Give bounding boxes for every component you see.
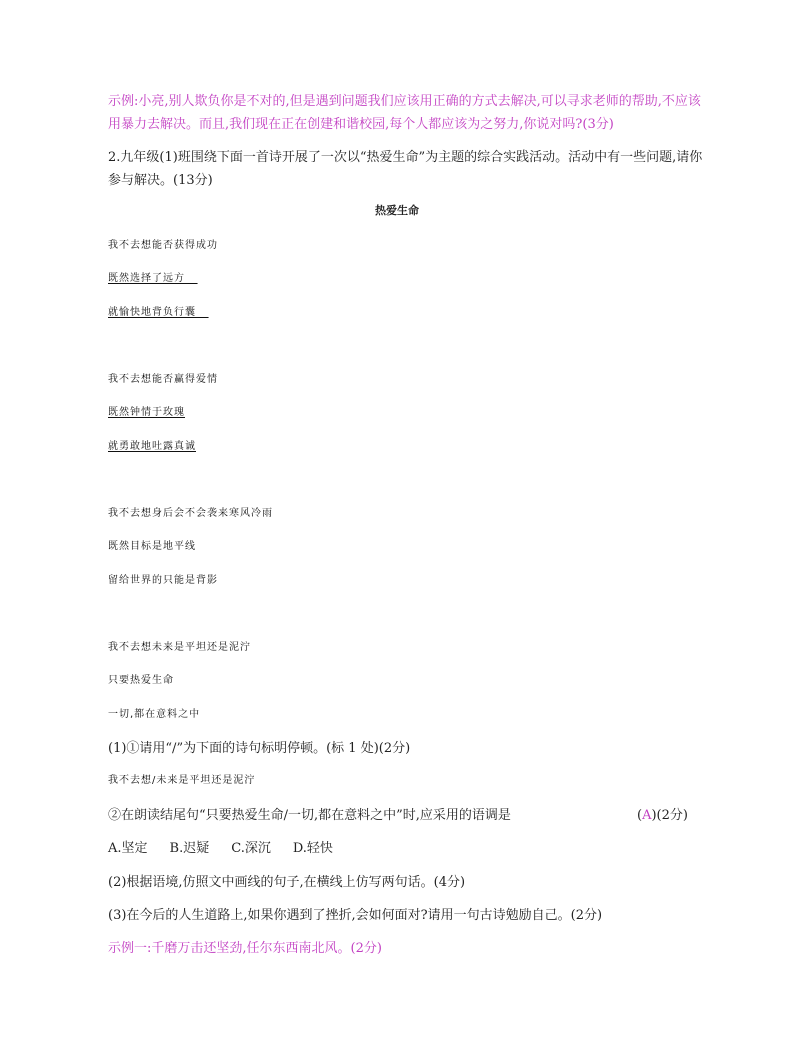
answer-example-line1: 示例:小亮,别人欺负你是不对的,但是遇到问题我们应该用正确的方式去解决,可以寻求老师的帮助,不应该 [108, 94, 701, 109]
poem-line-underlined: 就愉快地背负行囊 [108, 307, 196, 318]
poem-line: 既然目标是地平线 [108, 541, 196, 552]
option-c: C.深沉 [231, 841, 271, 856]
sub-question-1-1: (1)①请用“/”为下面的诗句标明停顿。(标 1 处)(2分) [108, 741, 411, 756]
answer-options [108, 837, 355, 856]
question2-line1: 2.九年级(1)班围绕下面一首诗开展了一次以“热爱生命”为主题的综合实践活动。活动中有一些问题,请你 [108, 150, 703, 165]
option-d: D.轻快 [292, 841, 333, 856]
option-a: A.坚定 [108, 841, 148, 856]
poem-line-underlined: 就勇敢地吐露真诚 [108, 441, 196, 452]
question2-line2: 参与解决。(13分) [108, 173, 213, 188]
option-b: B.迟疑 [169, 841, 210, 856]
poem-line: 我不去想能否获得成功 [108, 240, 218, 251]
sub-question-1-1-answer: 我不去想/未来是平坦还是泥泞 [108, 775, 256, 786]
sub-question-1-2-answer: A [642, 808, 652, 823]
poem-title: 热爱生命 [375, 204, 419, 217]
sub-question-3: (3)在今后的人生道路上,如果你遇到了挫折,会如何面对?请用一句古诗勉励自己。(2分) [108, 908, 603, 923]
sub-question-2: (2)根据语境,仿照文中画线的句子,在横线上仿写两句话。(4分) [108, 875, 466, 890]
poem-line: 我不去想能否赢得爱情 [108, 374, 218, 385]
sub-question-3-answer: 示例一:千磨万击还坚劲,任尔东西南北风。(2分) [108, 941, 382, 956]
poem-line: 我不去想身后会不会袭来寒风冷雨 [108, 508, 273, 519]
poem-line: 只要热爱生命 [108, 675, 174, 686]
poem-line: 留给世界的只能是背影 [108, 575, 218, 586]
sub-question-1-2: ②在朗读结尾句“只要热爱生命/一切,都在意料之中”时,应采用的语调是 [108, 808, 511, 823]
poem-line: 一切,都在意料之中 [108, 709, 201, 720]
poem-line: 我不去想未来是平坦还是泥泞 [108, 642, 251, 653]
answer-example-line2: 用暴力去解决。而且,我们现在正在创建和谐校园,每个人都应该为之努力,你说对吗?(3分) [108, 117, 614, 132]
poem-line-underlined: 既然钟情于玫瑰 [108, 407, 185, 418]
sub-question-1-2-answer-slot: (A)(2分) [637, 808, 688, 823]
poem-line-underlined: 既然选择了远方 [108, 273, 185, 284]
